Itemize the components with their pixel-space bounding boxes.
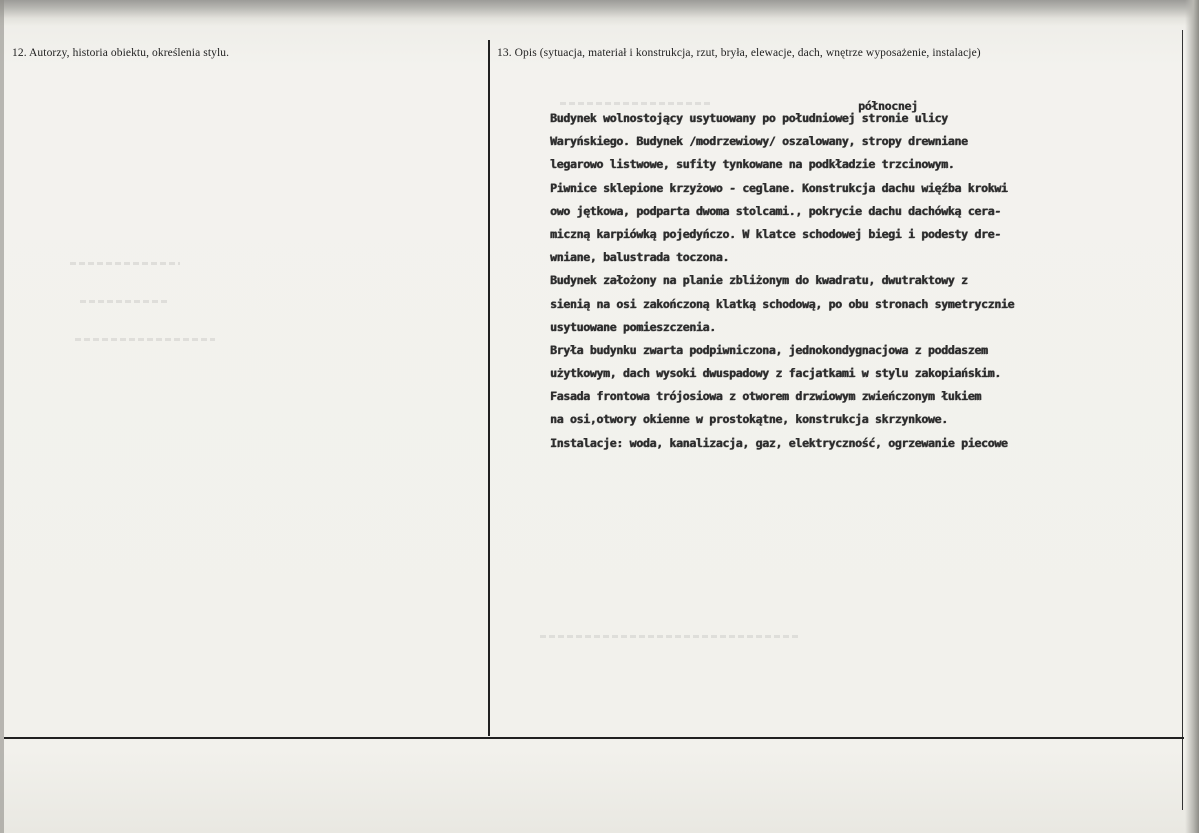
- description-line: usytuowane pomieszczenia.: [550, 319, 716, 334]
- bleed-through-mark: [560, 102, 710, 105]
- description-line: Budynek wolnostojący usytuowany po południowej stronie ulicy: [550, 111, 948, 125]
- scan-left-edge: [0, 0, 4, 833]
- scan-top-edge: [0, 0, 1199, 26]
- field-13-label: 13. Opis (sytuacja, materiał i konstrukcja, rzut, bryła, elewacje, dach, wnętrze wyposażenie, instalacje): [497, 47, 981, 59]
- description-line: sienią na osi zakończoną klatką schodową, po obu stronach symetrycznie: [550, 296, 1015, 311]
- description-text: [550, 111, 1150, 459]
- description-line: wniane, balustrada toczona.: [550, 250, 730, 265]
- typed-insertion: północnej: [858, 99, 918, 113]
- scan-right-edge: [1185, 0, 1199, 833]
- description-line: Instalacje: woda, kanalizacja, gaz, elektryczność, ogrzewanie piecowe: [550, 435, 1008, 450]
- bleed-through-mark: [70, 262, 180, 265]
- bleed-through-mark: [540, 635, 800, 638]
- description-line: miczną karpiówką pojedyńczo. W klatce schodowej biegi i podesty dre-: [550, 226, 1001, 241]
- bleed-through-mark: [75, 338, 215, 341]
- description-line: Bryła budynku zwarta podpiwniczona, jednokondygnacjowa z poddaszem: [550, 342, 988, 357]
- description-line: owo jętkowa, podparta dwoma stolcami., pokrycie dachu dachówką cera-: [550, 203, 1001, 218]
- description-line: Budynek założony na planie zbliżonym do kwadratu, dwutraktowy z: [550, 273, 968, 288]
- form-bottom-rule: [4, 737, 1184, 739]
- form-right-border: [1182, 30, 1183, 810]
- bleed-through-mark: [80, 300, 170, 303]
- description-line: Piwnice sklepione krzyżowo - ceglane. Konstrukcja dachu więźba krokwi: [550, 180, 1008, 195]
- column-divider: [488, 40, 490, 736]
- description-line: na osi,otwory okienne w prostokątne, konstrukcja skrzynkowe.: [550, 412, 948, 427]
- description-line: Waryńskiego. Budynek /modrzewiowy/ oszalowany, stropy drewniane: [550, 134, 968, 149]
- field-12-label: 12. Autorzy, historia obiektu, określenia stylu.: [12, 47, 230, 59]
- description-line: legarowo listwowe, sufity tynkowane na podkładzie trzcinowym.: [550, 157, 955, 172]
- description-line: Fasada frontowa trójosiowa z otworem drzwiowym zwieńczonym łukiem: [550, 389, 981, 404]
- description-line: użytkowym, dach wysoki dwuspadowy z facjatkami w stylu zakopiańskim.: [550, 366, 1001, 381]
